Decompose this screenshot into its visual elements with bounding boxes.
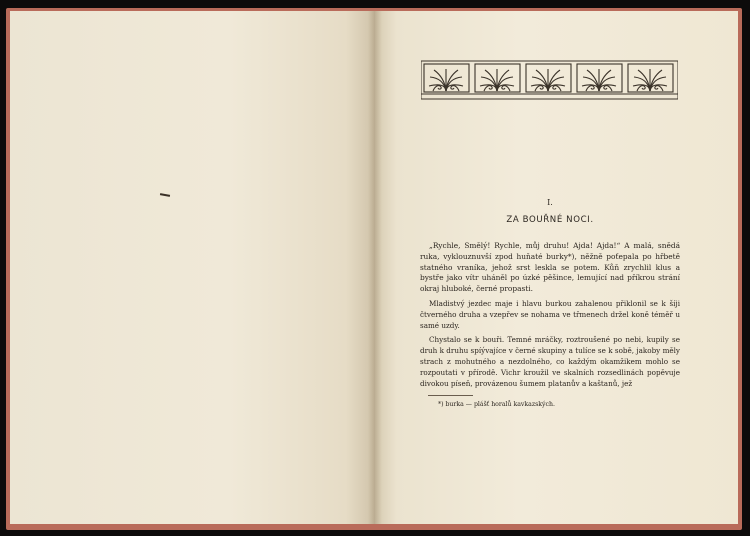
paragraph: „Rychle, Smělý! Rychle, můj druhu! Ajda! Ajda!“ A malá, snědá ruka, vyklouznuvší zpod huňaté burky*), něžně poťepala po hřbetě statného vraníka, jehož srst leskla se potem. Kůň zrychlil klus a bystře jako vítr uháněl po úzké pěšince, lemující nad příkrou strání okraj hluboké, černé propasti. xyxy=(420,241,680,294)
ink-mark xyxy=(160,193,170,197)
paragraph: Mladistvý jezdec maje i hlavu burkou zahalenou přiklonil se k šíji čtverného druha a vzepřev se nohama ve třmenech držel koně téměř u samé uzdy. xyxy=(420,298,680,330)
ornamental-header-icon xyxy=(421,60,678,100)
chapter-title: ZA BOUŘNÉ NOCI. xyxy=(506,215,594,225)
footnote-rule xyxy=(428,395,473,396)
chapter-number: I. xyxy=(547,198,553,207)
footnote: *) burka — plášť horalů kavkazských. xyxy=(438,401,555,409)
paragraph: Chystalo se k bouři. Temné mráčky, roztroušené po nebi, kupily se druh k druhu spíývajíce v černé skupiny a tulíce se k sobě, jakoby měly strach z mohutného a nezdolného, co každým okamžikem mohlo se rozpoutati v přírodě. Vichr kroužil ve skalních rozsedlinách popěvuje divokou píseň, provázenou šumem platanův a kaštanů, jež xyxy=(420,335,680,388)
book-gutter xyxy=(368,11,382,524)
chapter-text xyxy=(420,198,680,409)
left-page-blank xyxy=(10,11,375,524)
